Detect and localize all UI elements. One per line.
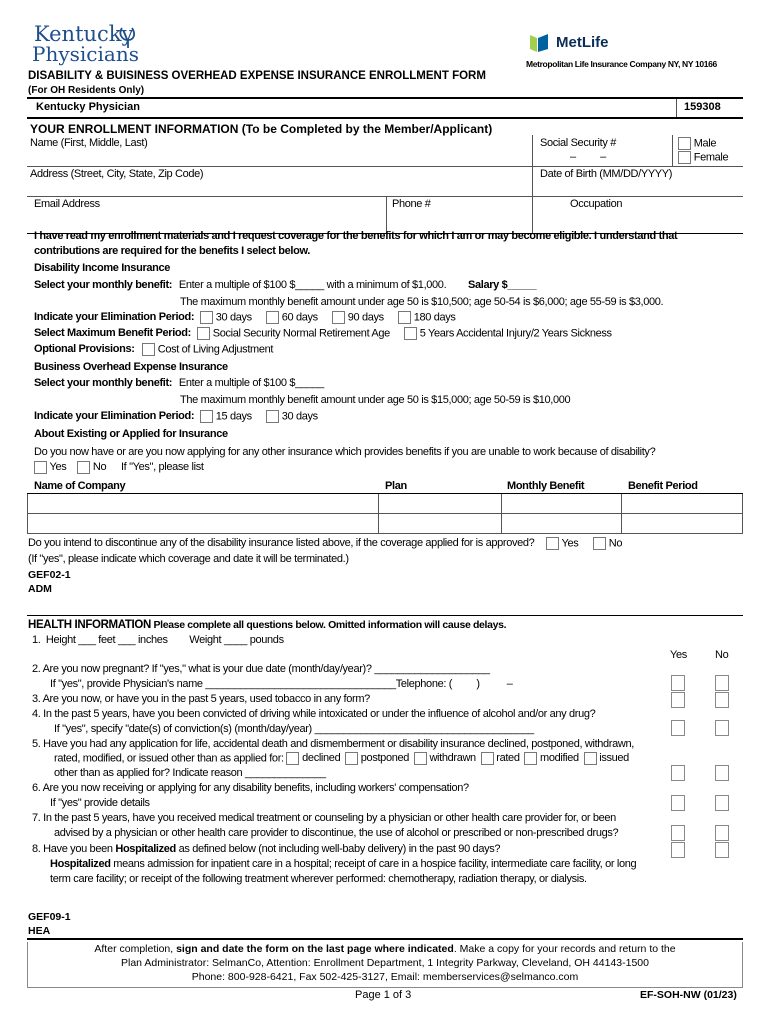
email-field[interactable]	[34, 198, 384, 228]
col-benefit-period: Benefit Period	[628, 480, 698, 492]
gender-male-option[interactable]	[678, 137, 716, 150]
dob-field[interactable]	[540, 168, 740, 196]
q5-declined-checkbox[interactable]	[286, 752, 299, 765]
table-row[interactable]	[27, 494, 743, 514]
form-subtitle: (For OH Residents Only)	[28, 85, 145, 96]
health-title-bold: HEALTH INFORMATION	[28, 619, 151, 631]
cola-checkbox[interactable]	[142, 343, 155, 356]
q6-no-box[interactable]	[715, 795, 729, 811]
elim-180-checkbox[interactable]	[398, 311, 411, 324]
health-title-rest: Please complete all questions below. Omitted information will cause delays.	[150, 619, 507, 631]
benefits-intro-1: I have read my enrollment materials and I request coverage for the benefits for which I am or may become eligible. I understand that	[34, 230, 678, 242]
existing-no-option[interactable]	[77, 461, 106, 473]
phone-label: Phone #	[392, 198, 431, 210]
name-label: Name (First, Middle, Last)	[30, 137, 148, 149]
existing-answer-row	[34, 461, 204, 474]
female-checkbox[interactable]	[678, 151, 691, 164]
q5-withdrawn-checkbox[interactable]	[414, 752, 427, 765]
health-title	[28, 619, 506, 631]
benefits-code-2: ADM	[28, 583, 52, 595]
discontinue-question	[28, 537, 534, 549]
q5-withdrawn-option[interactable]	[414, 752, 476, 764]
q5-postponed-option[interactable]	[345, 752, 409, 764]
existing-question: Do you now have or are you now applying for any other insurance which provides benefits if you are unable to work because of disability?	[34, 446, 656, 458]
q5-line-b	[54, 752, 629, 765]
col-no-header: No	[715, 649, 729, 661]
phone-field[interactable]	[392, 198, 530, 228]
elim-180-option[interactable]	[398, 311, 456, 324]
existing-no-checkbox[interactable]	[77, 461, 90, 474]
ssn-format: – –	[570, 151, 606, 163]
footer-line-3: Phone: 800-928-6421, Fax 502-425-3127, Email: memberservices@selmanco.com	[191, 971, 579, 983]
discontinue-note: (If "yes", please indicate which coverage and date it will be terminated.)	[28, 553, 349, 565]
elim-60-checkbox[interactable]	[266, 311, 279, 324]
di-monthly-label: Select your monthly benefit:	[34, 279, 173, 291]
elim-label: Indicate your Elimination Period:	[34, 311, 195, 323]
q8-no-box[interactable]	[715, 842, 729, 858]
di-max-note: The maximum monthly benefit amount under age 50 is $10,500; age 50-54 is $6,000; age 55-59 is $3,000.	[180, 296, 664, 308]
q8b-bold: Hospitalized	[50, 858, 111, 870]
q5-modified-checkbox[interactable]	[524, 752, 537, 765]
col-plan: Plan	[385, 480, 407, 492]
di-heading: Disability Income Insurance	[34, 262, 171, 274]
q4-no-box[interactable]	[715, 720, 729, 736]
existing-yes-checkbox[interactable]	[34, 461, 47, 474]
q3-yes-box[interactable]	[671, 692, 685, 708]
di-elimination-row	[34, 311, 194, 323]
page-number: Page 1 of 3	[355, 989, 412, 1001]
q8-yes-box[interactable]	[671, 842, 685, 858]
discontinue-no-label: No	[608, 537, 623, 550]
q5-issued-label: issued	[599, 752, 629, 765]
q8-line-a	[32, 843, 500, 855]
boe-max-note: The maximum monthly benefit amount under age 50 is $15,000; age 50-59 is $10,000	[180, 394, 571, 406]
boe-heading: Business Overhead Expense Insurance	[34, 361, 228, 373]
occupation-label: Occupation	[570, 198, 623, 210]
boe-elim-15-option[interactable]	[200, 410, 252, 423]
stethoscope-icon	[118, 26, 138, 50]
q4-line-a: 4. In the past 5 years, have you been convicted of driving while intoxicated or under the influence of alcohol and/or any drug?	[32, 708, 596, 720]
q1-height-weight[interactable]: 1. Height ___ feet ___ inches Weight ____ pounds	[32, 634, 284, 646]
q7-yes-box[interactable]	[671, 825, 685, 841]
col-yes-header: Yes	[670, 649, 687, 661]
di-salary[interactable]: Salary $_____	[468, 279, 537, 291]
q5-no-box[interactable]	[715, 765, 729, 781]
table-row[interactable]	[27, 514, 743, 534]
gender-female-option[interactable]	[678, 151, 728, 164]
q8-line-b	[50, 858, 636, 870]
boe-monthly-row	[34, 377, 324, 389]
q4-yes-box[interactable]	[671, 720, 685, 736]
q5-line-b-text: rated, modified, or issued other than as applied for:	[54, 752, 284, 765]
q7-no-box[interactable]	[715, 825, 729, 841]
q5-declined-label: declined	[302, 752, 341, 765]
company-address: Metropolitan Life Insurance Company NY, NY 10166	[526, 59, 717, 69]
maxben-5y-label: 5 Years Accidental Injury/2 Years Sickness	[419, 327, 612, 340]
kentucky-physicians-logo	[32, 24, 142, 68]
q5-line-c: other than as applied for? Indicate reason ______________	[54, 767, 326, 779]
dob-label: Date of Birth (MM/DD/YYYY)	[540, 168, 673, 180]
existing-insurance-table	[27, 494, 743, 534]
discontinue-text: Do you intend to discontinue any of the disability insurance listed above, if the coverage applied for is approved?	[28, 537, 535, 549]
q5-yes-box[interactable]	[671, 765, 685, 781]
discontinue-no-option[interactable]	[593, 537, 622, 550]
boe-elim-label: Indicate your Elimination Period:	[34, 410, 195, 422]
di-monthly-row	[34, 279, 446, 291]
boe-elim-30-option[interactable]	[266, 410, 318, 423]
q8-line-c: term care facility; or receipt of the following treatment wherever performed: chemotherapy, radiation therapy, or dialysis.	[50, 873, 587, 885]
footer-line1-pre: After completion,	[94, 943, 177, 955]
boe-elim-15-checkbox[interactable]	[200, 410, 213, 423]
elim-60-option[interactable]	[266, 311, 318, 324]
elim-90-option[interactable]	[332, 311, 384, 324]
health-code-1: GEF09-1	[28, 911, 71, 923]
q5-rated-label: rated	[496, 752, 520, 765]
discontinue-no-checkbox[interactable]	[593, 537, 606, 550]
boe-elim-30-checkbox[interactable]	[266, 410, 279, 423]
maxben-label: Select Maximum Benefit Period:	[34, 327, 191, 339]
name-field[interactable]	[30, 137, 532, 167]
discontinue-yes-checkbox[interactable]	[546, 537, 559, 550]
group-number: 159308	[684, 101, 721, 113]
footer-line1-bold: sign and date the form on the last page where indicated	[176, 943, 454, 955]
col-name-of-company: Name of Company	[34, 480, 126, 492]
cola-label: Cost of Living Adjustment	[157, 343, 274, 356]
q5-withdrawn-label: withdrawn	[429, 752, 476, 765]
male-checkbox[interactable]	[678, 137, 691, 150]
optional-cola-option[interactable]	[142, 343, 273, 356]
q5-modified-label: modified	[540, 752, 579, 765]
maxben-ss-checkbox[interactable]	[197, 327, 210, 340]
address-field[interactable]	[30, 168, 530, 196]
q6-line-b: If "yes" provide details	[50, 797, 150, 809]
q6-line-a: 6. Are you now receiving or applying for any disability benefits, including workers' compensation?	[32, 782, 469, 794]
q5-rated-option[interactable]	[481, 752, 520, 764]
existing-yes-label: Yes	[49, 461, 67, 474]
q8b-post: means admission for inpatient care in a hospital; receipt of care in a hospice facility, intermediate care facility, or long	[110, 858, 637, 870]
elim-30-label: 30 days	[215, 311, 252, 324]
male-label: Male	[693, 137, 717, 150]
q7-line-a: 7. In the past 5 years, have you received medical treatment or counseling by a physician or other health care provider for, or been	[32, 812, 616, 824]
email-label: Email Address	[34, 198, 100, 210]
footer-line-2: Plan Administrator: SelmanCo, Attention: Enrollment Department, 1 Integrity Parkway, Cleveland, OH 44143-1500	[121, 957, 649, 969]
boe-monthly-label: Select your monthly benefit:	[34, 377, 173, 389]
col-monthly-benefit: Monthly Benefit	[507, 480, 585, 492]
q5-rated-checkbox[interactable]	[481, 752, 494, 765]
elim-30-option[interactable]	[200, 311, 252, 324]
q2-line-a: 2. Are you now pregnant? If "yes," what is your due date (month/day/year)? ____________________	[32, 663, 490, 675]
elim-90-checkbox[interactable]	[332, 311, 345, 324]
boe-elim-30-label: 30 days	[281, 410, 318, 423]
footer-line1-post: . Make a copy for your records and return to the	[453, 943, 676, 955]
existing-heading: About Existing or Applied for Insurance	[34, 428, 228, 440]
health-code-2: HEA	[28, 925, 51, 937]
q3-no-box[interactable]	[715, 692, 729, 708]
q7-line-b: advised by a physician or other health care provider to discontinue, the use of alcohol or prescribed or non-prescribed drugs?	[54, 827, 619, 839]
footer-line-1	[28, 942, 742, 956]
di-monthly-text: Enter a multiple of $100 $_____ with a minimum of $1,000.	[178, 279, 447, 291]
q5-modified-option[interactable]	[524, 752, 579, 764]
form-code: EF-SOH-NW (01/23)	[640, 989, 737, 1001]
form-title: DISABILITY & BUISINESS OVERHEAD EXPENSE INSURANCE ENROLLMENT FORM	[28, 70, 486, 82]
discontinue-yes-option[interactable]	[546, 537, 578, 550]
q6-yes-box[interactable]	[671, 795, 685, 811]
q5-postponed-checkbox[interactable]	[345, 752, 358, 765]
elim-180-label: 180 days	[413, 311, 456, 324]
q4-line-b: If "yes", specify "date(s) of conviction(s) (month/day/year) ______________________________________	[54, 723, 534, 735]
discontinue-yes-label: Yes	[561, 537, 579, 550]
q8a-post: as defined below (not including well-baby delivery) in the past 90 days?	[175, 843, 501, 855]
footer-instructions	[27, 942, 743, 988]
if-yes-list: If "Yes", please list	[120, 461, 204, 474]
q2-line-b: If "yes", provide Physician's name _________________________________Telephone: ( ) –	[50, 678, 513, 690]
elim-60-label: 60 days	[281, 311, 318, 324]
ssn-field[interactable]	[540, 137, 670, 167]
group-name: Kentucky Physician	[36, 101, 140, 113]
q5-issued-checkbox[interactable]	[584, 752, 597, 765]
address-label: Address (Street, City, State, Zip Code)	[30, 168, 204, 180]
metlife-wordmark: MetLife	[556, 34, 609, 51]
q3: 3. Are you now, or have you in the past 5 years, used tobacco in any form?	[32, 693, 370, 705]
health-answer-boxes	[671, 675, 731, 865]
metlife-mark-icon	[528, 33, 550, 53]
optional-label: Optional Provisions:	[34, 343, 135, 355]
q5-issued-option[interactable]	[584, 752, 629, 764]
female-label: Female	[693, 151, 729, 164]
boe-monthly-text: Enter a multiple of $100 $_____	[178, 377, 324, 389]
maxben-ss-option[interactable]	[197, 327, 390, 340]
elim-90-label: 90 days	[347, 311, 384, 324]
benefits-code-1: GEF02-1	[28, 569, 71, 581]
q8a-pre: 8. Have you been	[32, 843, 116, 855]
maxben-ss-label: Social Security Normal Retirement Age	[212, 327, 390, 340]
q2-yes-box[interactable]	[671, 675, 685, 691]
existing-no-label: No	[92, 461, 107, 474]
benefits-intro-2: contributions are required for the benefits I select below.	[34, 245, 310, 257]
q5-declined-option[interactable]	[286, 752, 340, 764]
kp-logo-line2: Physicians	[32, 42, 139, 66]
ssn-label: Social Security #	[540, 137, 616, 149]
kp-logo-line1: Kentucky	[34, 22, 134, 46]
occupation-field[interactable]	[570, 198, 740, 228]
maxben-5y-option[interactable]	[404, 327, 612, 340]
existing-yes-option[interactable]	[34, 461, 66, 473]
q5-postponed-label: postponed	[360, 752, 410, 765]
q5-line-a: 5. Have you had any application for life, accidental death and dismemberment or disability insurance declined, postponed, withdrawn,	[32, 738, 634, 750]
q2-no-box[interactable]	[715, 675, 729, 691]
maxben-5y-checkbox[interactable]	[404, 327, 417, 340]
q8a-bold: Hospitalized	[115, 843, 176, 855]
elim-30-checkbox[interactable]	[200, 311, 213, 324]
boe-elim-15-label: 15 days	[215, 410, 252, 423]
enrollment-section-title: YOUR ENROLLMENT INFORMATION (To be Completed by the Member/Applicant)	[30, 122, 493, 136]
